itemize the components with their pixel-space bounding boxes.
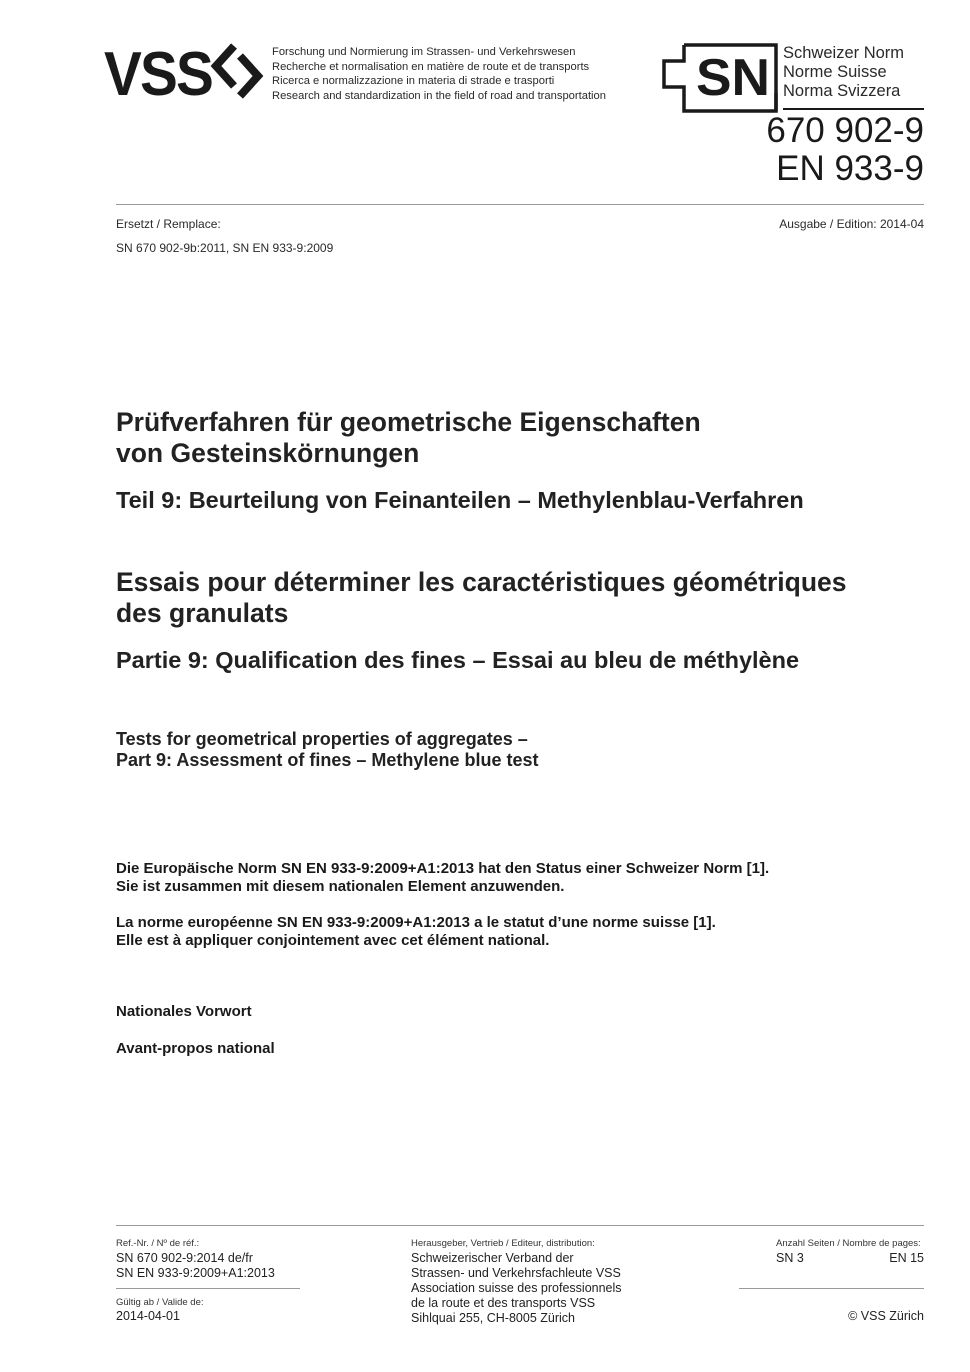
title-en-line1: Tests for geometrical properties of aggregates – — [116, 729, 528, 749]
standard-numbers — [766, 112, 924, 188]
valid-label: Gültig ab / Valide de: — [116, 1297, 204, 1308]
pages-en: EN 15 — [889, 1251, 924, 1265]
title-fr-line1: Essais pour déterminer les caractéristiques géométriques — [116, 567, 847, 597]
statement-de-line2: Sie ist zusammen mit diesem nationalen Element anzuwenden. — [116, 878, 565, 895]
title-de — [116, 407, 701, 469]
en-number: EN 933-9 — [776, 149, 924, 188]
sn-name-de: Schweizer Norm — [783, 44, 905, 62]
foreword-fr-heading: Avant-propos national — [116, 1040, 275, 1057]
tagline-it: Ricerca e normalizzazione in materia di strade e trasporti — [272, 75, 555, 88]
copyright: © VSS Zürich — [848, 1309, 924, 1323]
title-en-line2: Part 9: Assessment of fines – Methylene blue test — [116, 750, 539, 770]
svg-text:VSS: VSS — [104, 40, 212, 102]
replaces-label: Ersetzt / Remplace: — [116, 217, 221, 231]
title-fr — [116, 567, 847, 629]
title-de-part: Teil 9: Beurteilung von Feinanteilen – Methylenblau-Verfahren — [116, 487, 804, 513]
standard-number: 670 902-9 — [766, 111, 924, 150]
statement-fr-line2: Elle est à appliquer conjointement avec cet élément national. — [116, 932, 550, 949]
publisher-line: Schweizerischer Verband der — [411, 1251, 574, 1265]
statement-de — [116, 860, 769, 896]
pages-sn: SN 3 — [776, 1251, 804, 1265]
ref-values — [116, 1251, 275, 1281]
sn-name-it: Norma Svizzera — [783, 82, 901, 100]
sn-names — [783, 44, 904, 101]
tagline-fr: Recherche et normalisation en matière de route et de transports — [272, 60, 590, 73]
foreword-de-heading: Nationales Vorwort — [116, 1003, 252, 1020]
replaces-value: SN 670 902-9b:2011, SN EN 933-9:2009 — [116, 241, 334, 255]
footer-right-divider — [739, 1288, 924, 1289]
edition: Ausgabe / Edition: 2014-04 — [779, 217, 924, 231]
publisher-line: Association suisse des professionnels — [411, 1281, 622, 1295]
header-divider — [116, 204, 924, 205]
sn-name-fr: Norme Suisse — [783, 63, 887, 81]
title-de-line1: Prüfverfahren für geometrische Eigenschaften — [116, 407, 701, 437]
tagline-en: Research and standardization in the field of road and transportation — [272, 89, 606, 102]
title-en — [116, 729, 538, 771]
valid-value: 2014-04-01 — [116, 1309, 180, 1323]
pages-label: Anzahl Seiten / Nombre de pages: — [776, 1238, 921, 1249]
publisher-line: de la route et des transports VSS — [411, 1296, 596, 1310]
publisher-label: Herausgeber, Vertrieb / Editeur, distribution: — [411, 1238, 595, 1249]
tagline-de: Forschung und Normierung im Strassen- und Verkehrswesen — [272, 46, 576, 58]
footer-left-divider — [116, 1288, 300, 1289]
publisher-line: Sihlquai 255, CH-8005 Zürich — [411, 1311, 575, 1325]
statement-de-line1: Die Europäische Norm SN EN 933-9:2009+A1:2013 hat den Status einer Schweizer Norm [1]. — [116, 860, 770, 877]
ref-value-en: SN EN 933-9:2009+A1:2013 — [116, 1266, 275, 1280]
publisher-line: Strassen- und Verkehrsfachleute VSS — [411, 1266, 621, 1280]
title-fr-part: Partie 9: Qualification des fines – Essai au bleu de méthylène — [116, 647, 800, 673]
title-fr-line2: des granulats — [116, 598, 289, 628]
ref-value-sn: SN 670 902-9:2014 de/fr — [116, 1251, 253, 1265]
vss-tagline — [272, 45, 606, 103]
ref-label: Ref.-Nr. / Nº de réf.: — [116, 1238, 200, 1249]
footer-divider — [116, 1225, 924, 1226]
statement-fr — [116, 914, 716, 950]
statement-fr-line1: La norme européenne SN EN 933-9:2009+A1:2013 a le statut d’une norme suisse [1]. — [116, 914, 716, 931]
sn-underline — [783, 108, 924, 110]
vss-logo — [104, 40, 264, 102]
svg-text:SN: SN — [696, 49, 770, 107]
publisher-address — [411, 1251, 622, 1326]
sn-logo — [656, 43, 778, 113]
title-de-line2: von Gesteinskörnungen — [116, 438, 420, 468]
